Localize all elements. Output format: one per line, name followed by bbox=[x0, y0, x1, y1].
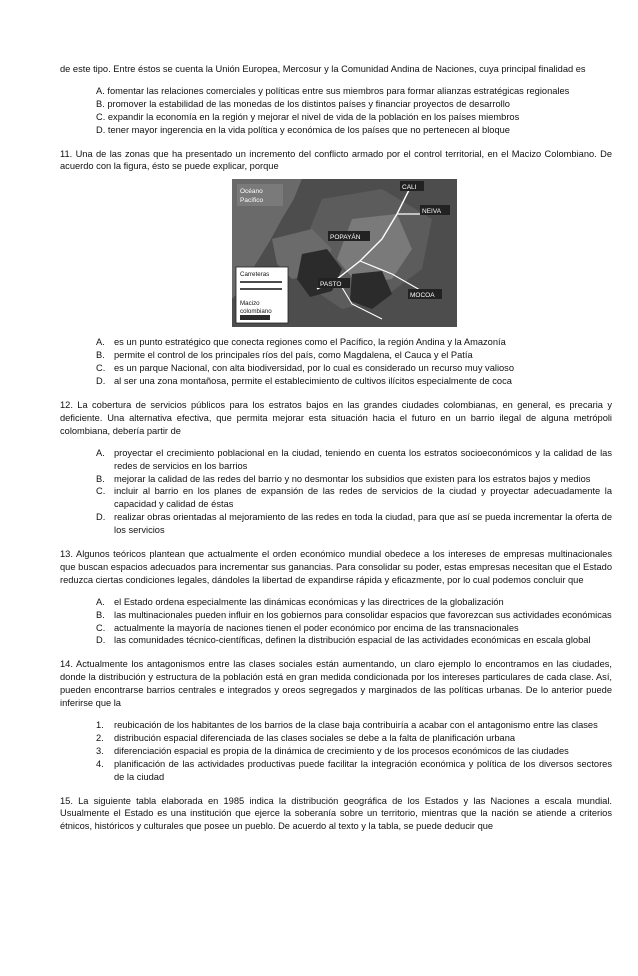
intro-options bbox=[96, 85, 612, 137]
question-11-option-a[interactable]: A. es un punto estratégico que conecta regiones como el Pacífico, la región Andina y la Amazonía bbox=[96, 337, 506, 348]
exam-page bbox=[60, 63, 612, 833]
svg-text:Pacífico: Pacífico bbox=[240, 197, 264, 205]
svg-text:Macizo: Macizo bbox=[240, 300, 260, 308]
question-14-option-2[interactable]: 2. distribución espacial diferenciada de las clases sociales se debe a la falta de planificación urbana bbox=[96, 732, 516, 743]
intro-paragraph: de este tipo. Entre éstos se cuenta la Unión Europea, Mercosur y la Comunidad Andina de Naciones, cuya principal finalidad es bbox=[60, 64, 586, 74]
question-12-option-c[interactable]: C. incluir al barrio en los planes de expansión de las redes de servicios de la ciudad y proyectar adecuadamente la capacidad y calidad de éstas bbox=[96, 486, 612, 510]
question-13-options bbox=[96, 596, 612, 648]
map-label-neiva: NEIVA bbox=[422, 208, 442, 216]
question-12-option-b[interactable]: B. mejorar la calidad de las redes del barrio y no desmontar los subsidios que existen para los estratos bajos y medios bbox=[96, 473, 591, 484]
question-12-option-d[interactable]: D. realizar obras orientadas al mejoramiento de las redes en toda la ciudad, para que así se pueda incrementar la oferta de los servicios bbox=[96, 512, 612, 536]
legend-roads-label: Carreteras bbox=[240, 271, 270, 279]
intro-option-c: C. expandir la economía en la región y mejorar el nivel de vida de la población en los países miembros bbox=[96, 111, 520, 122]
map-label-ocean: Océano bbox=[240, 188, 263, 196]
intro-option-d: D. tener mayor ingerencia en la vida política y económica de los países que no pertenecen al bloque bbox=[96, 124, 510, 135]
map-label-pasto: PASTO bbox=[320, 281, 342, 289]
question-14-stem: 14. Actualmente los antagonismos entre las clases sociales están aumentando, un claro ejemplo lo encontramos en las ciudades, donde la distribución y estructura de la población está en gran medida condicionada por los intereses particulares de cada clase. Así, pueden encontrarse barrios centrales e integrados y oreos segregados y marginados de las políticas urbanas. De lo anterior puede inferirse que la bbox=[60, 659, 612, 709]
question-11-option-b[interactable]: B. permite el control de los principales ríos del país, como Magdalena, el Cauca y el Patía bbox=[96, 350, 473, 361]
question-13-stem: 13. Algunos teóricos plantean que actualmente el orden económico mundial obedece a los intereses de empresas multinacionales que buscan espacios adecuados para incrementar sus ganancias. Para consolidar su poder, estas empresas necesitan que el Estado reduzca ciertas condiciones legales, dándoles la libertad de expandirse rápida y eficazmente, por lo cual podemos concluir que bbox=[60, 549, 612, 585]
macizo-map-figure bbox=[232, 179, 457, 327]
question-11-option-d[interactable]: D. al ser una zona montañosa, permite el establecimiento de cultivos ilícitos especialmente de coca bbox=[96, 376, 512, 387]
question-12-option-a[interactable]: A. proyectar el crecimiento poblacional en la ciudad, teniendo en cuenta los estratos socioeconómicos y la calidad de las redes de servicios en los barrios bbox=[96, 447, 612, 471]
map-label-popayan: POPAYÁN bbox=[330, 234, 361, 242]
question-13-option-a[interactable]: A. el Estado ordena especialmente las dinámicas económicas y las directrices de la globalización bbox=[96, 596, 504, 607]
question-12-options bbox=[96, 447, 612, 537]
question-13-option-d[interactable]: D. las comunidades técnico-científicas, definen la distribución espacial de las actividades económicas en escala global bbox=[96, 635, 591, 646]
question-11-option-c[interactable]: C. es un parque Nacional, con alta biodiversidad, por lo cual es considerado un recurso muy valioso bbox=[96, 363, 514, 374]
map-label-cali: CALI bbox=[402, 184, 417, 192]
question-14-options bbox=[96, 719, 612, 784]
question-14-option-3[interactable]: 3. diferenciación espacial es propia de la dinámica de crecimiento y de los procesos económicos de las ciudades bbox=[96, 745, 569, 756]
question-11-options bbox=[96, 336, 612, 388]
question-14-option-4[interactable]: 4. planificación de las actividades productivas puede facilitar la integración económica y política de los diversos sectores de la ciudad bbox=[96, 758, 612, 782]
macizo-map bbox=[232, 179, 457, 327]
question-13-option-c[interactable]: C. actualmente la mayoría de naciones tienen el poder económico por encima de las transnacionales bbox=[96, 622, 519, 633]
question-14-option-1[interactable]: 1. reubicación de los habitantes de los barrios de la clase baja contribuiría a acabar con el antagonismo entre las clases bbox=[96, 720, 598, 730]
question-12-stem: 12. La cobertura de servicios públicos para los estratos bajos en las grandes ciudades colombianas, en general, es precaria y deficiente. Una alternativa efectiva, que permita mejorar esta situación hacia el futuro en un barrio ilegal de alguna metrópoli colombiana, debería partir de bbox=[60, 399, 612, 436]
question-11-stem: 11. Una de las zonas que ha presentado un incremento del conflicto armado por el control territorial, en el Macizo Colombiano. De acuerdo con la figura, ésto se puede explicar, porque bbox=[60, 148, 612, 172]
question-15-stem: 15. La siguiente tabla elaborada en 1985 indica la distribución geográfica de los Estados y las Naciones a escala mundial. Usualmente el Estado es una institución que ejerce la soberanía sobre un territorio, mientras que la nación se atiende a criterios étnicos, históricos y culturales que posee un pueblo. De acuerdo al texto y la tabla, se puede deducir que bbox=[60, 795, 612, 832]
question-13-option-b[interactable]: B. las multinacionales pueden influir en los gobiernos para consolidar espacios que favorezcan sus actividades económicas bbox=[96, 609, 612, 620]
svg-text:colombiano: colombiano bbox=[240, 308, 272, 316]
intro-option-b: B. promover la estabilidad de las monedas de los distintos países y financiar proyectos de desarrollo bbox=[96, 98, 510, 109]
map-label-mocoa: MOCOA bbox=[410, 292, 435, 300]
intro-option-a: A. fomentar las relaciones comerciales y políticas entre sus miembros para formar alianzas estratégicas regionales bbox=[96, 85, 570, 96]
